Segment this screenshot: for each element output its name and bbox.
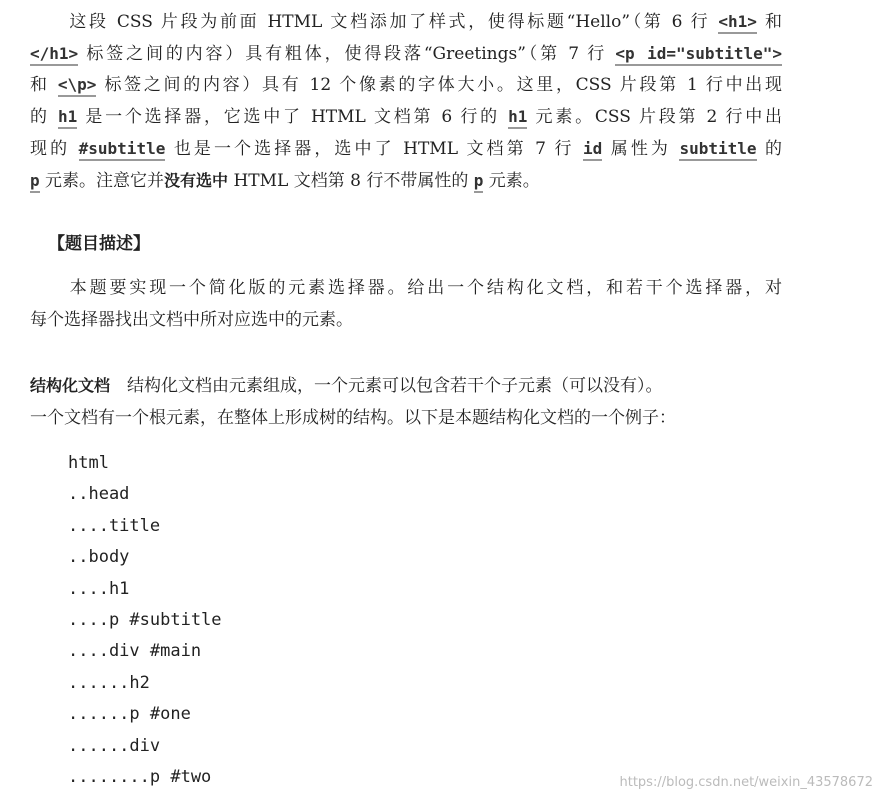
text-segment: 元素。 (483, 170, 540, 191)
text-line (30, 134, 782, 164)
text-segment: 这段 CSS 片段为前面 HTML 文档添加了样式，使得标题“Hello”（第 6 行 (30, 12, 719, 32)
text-segment: 和 (756, 12, 782, 32)
text-line (30, 39, 782, 69)
inline-code: p (474, 171, 484, 193)
text-segment: HTML 文档第 8 行不带属性的 (228, 170, 474, 191)
tree-line: ......h2 (68, 672, 150, 693)
emphasis-text: 结构化文档 (30, 376, 111, 395)
section-heading: 【题目描述】 (48, 234, 150, 254)
tree-line: ....h1 (68, 578, 130, 599)
inline-code: h1 (58, 107, 77, 129)
tree-line: ........p #two (68, 766, 212, 787)
text-segment: 和 (30, 75, 58, 96)
inline-code: <h1> (718, 12, 757, 34)
text-line (30, 305, 782, 335)
text-line (30, 371, 782, 401)
text-segment: 元素。注意它并 (39, 170, 165, 191)
tree-line: ..head (68, 484, 130, 505)
text-segment: 每个选择器找出文档中所对应选中的元素。 (30, 310, 353, 330)
inline-code: subtitle (679, 139, 756, 161)
inline-code: </h1> (30, 44, 78, 66)
inline-code: p (30, 171, 40, 193)
document-tree-example (68, 448, 222, 793)
text-segment: 现的 (30, 138, 79, 159)
text-segment: 的 (756, 138, 783, 159)
tree-line: ......div (68, 735, 161, 756)
text-segment: 是一个选择器，它选中了 HTML 文档第 6 行的 (77, 107, 509, 128)
tree-line: ....p #subtitle (68, 609, 222, 630)
text-line (30, 70, 782, 100)
text-segment: 的 (30, 107, 58, 128)
text-line (30, 273, 782, 303)
emphasis-text: 没有选中 (164, 170, 229, 190)
text-line (30, 7, 782, 37)
tree-line: ....title (68, 515, 161, 536)
tree-line: html (68, 453, 109, 473)
text-segment: 标签之间的内容）具有 12 个像素的字体大小。这里，CSS 片段第 1 行中出现 (96, 75, 783, 96)
text-line (30, 403, 782, 433)
text-segment: 本题要实现一个简化版的元素选择器。给出一个结构化文档，和若干个选择器，对 (30, 278, 782, 298)
tree-line: ......p #one (68, 704, 191, 725)
text-segment: 一个文档有一个根元素，在整体上形成树的结构。以下是本题结构化文档的一个例子： (30, 407, 676, 428)
text-segment: 属性为 (602, 138, 680, 159)
text-segment: 标签之间的内容）具有粗体，使得段落“Greetings”（第 7 行 (78, 43, 616, 64)
inline-code: h1 (508, 107, 527, 129)
text-line (30, 102, 782, 132)
text-segment: 也是一个选择器，选中了 HTML 文档第 7 行 (165, 138, 584, 159)
inline-code: id (583, 139, 602, 161)
text-segment: 元素。CSS 片段第 2 行中出 (527, 107, 782, 128)
inline-code: <p id="subtitle"> (615, 44, 782, 66)
text-segment: 结构化文档由元素组成，一个元素可以包含若干个子元素（可以没有）。 (110, 376, 663, 396)
inline-code: <\p> (58, 75, 97, 97)
text-line (30, 166, 782, 196)
tree-line: ....div #main (68, 641, 202, 662)
tree-line: ..body (68, 547, 130, 568)
inline-code: #subtitle (79, 139, 166, 161)
watermark: https://blog.csdn.net/weixin_43578672 (619, 775, 873, 790)
